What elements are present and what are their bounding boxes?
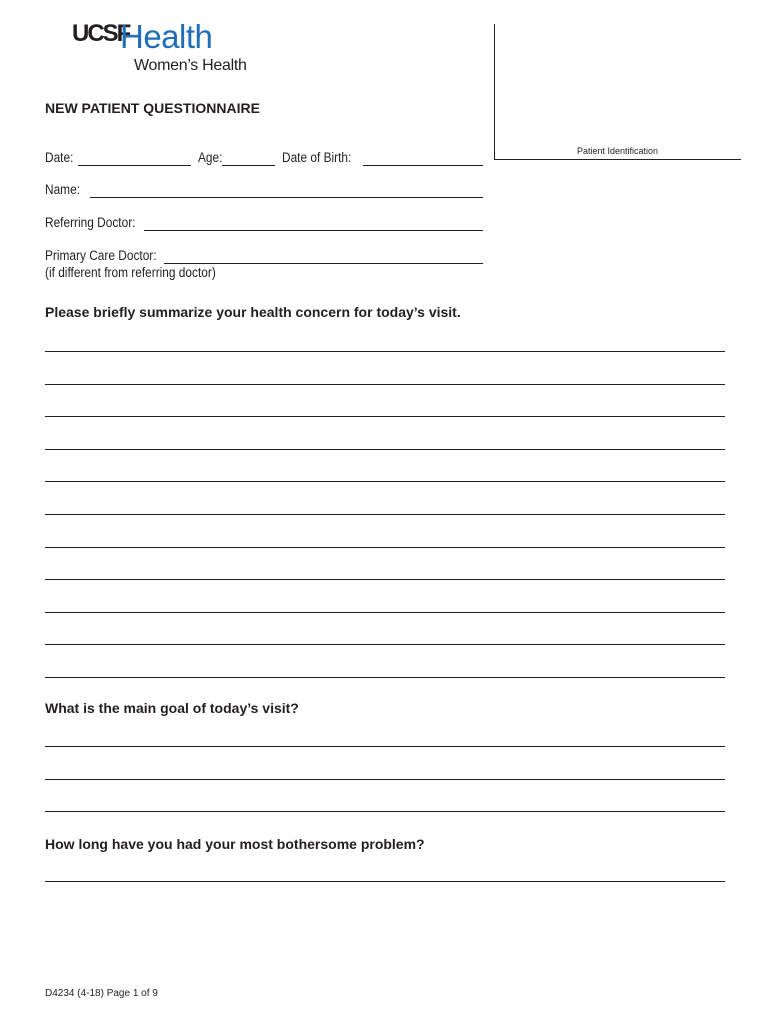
date-field[interactable] [78, 165, 191, 166]
main-goal-answer-line[interactable] [45, 811, 725, 812]
health-concern-question: Please briefly summarize your health concern for today’s visit. [45, 304, 461, 320]
date-label: Date: [45, 150, 74, 165]
referring-doctor-label: Referring Doctor: [45, 215, 136, 230]
most-bothersome-answer-line[interactable] [45, 881, 725, 882]
health-concern-answer-line[interactable] [45, 514, 725, 515]
logo-ucsf-text: UCSF [72, 20, 130, 47]
main-goal-answer-line[interactable] [45, 779, 725, 780]
health-concern-answer-line[interactable] [45, 351, 725, 352]
name-field[interactable] [90, 197, 483, 198]
patient-id-box-bottom-border [494, 159, 741, 160]
referring-doctor-field[interactable] [144, 230, 483, 231]
health-concern-answer-line[interactable] [45, 481, 725, 482]
main-goal-answer-line[interactable] [45, 746, 725, 747]
patient-id-label: Patient Identification [577, 146, 659, 156]
health-concern-answer-line[interactable] [45, 644, 725, 645]
health-concern-answer-line[interactable] [45, 449, 725, 450]
health-concern-answer-line[interactable] [45, 547, 725, 548]
primary-care-doctor-label: Primary Care Doctor: [45, 248, 157, 263]
primary-care-note: (if different from referring doctor) [45, 265, 216, 280]
health-concern-answer-line[interactable] [45, 579, 725, 580]
most-bothersome-question: How long have you had your most bothersome problem? [45, 836, 425, 852]
health-concern-answer-line[interactable] [45, 384, 725, 385]
dob-field[interactable] [363, 165, 483, 166]
form-title: NEW PATIENT QUESTIONNAIRE [45, 100, 260, 116]
name-label: Name: [45, 182, 80, 197]
logo-subtitle: Women’s Health [134, 57, 247, 74]
ucsf-health-logo [72, 18, 272, 78]
dob-label: Date of Birth: [282, 150, 352, 165]
logo-health-text: Health [120, 18, 213, 55]
age-label: Age: [198, 150, 223, 165]
main-goal-question: What is the main goal of today’s visit? [45, 700, 299, 716]
primary-care-doctor-field[interactable] [164, 263, 483, 264]
patient-id-box-left-border [494, 24, 495, 160]
health-concern-answer-line[interactable] [45, 416, 725, 417]
page-footer: D4234 (4-18) Page 1 of 9 [45, 988, 158, 999]
health-concern-answer-line[interactable] [45, 677, 725, 678]
health-concern-answer-line[interactable] [45, 612, 725, 613]
age-field[interactable] [222, 165, 275, 166]
